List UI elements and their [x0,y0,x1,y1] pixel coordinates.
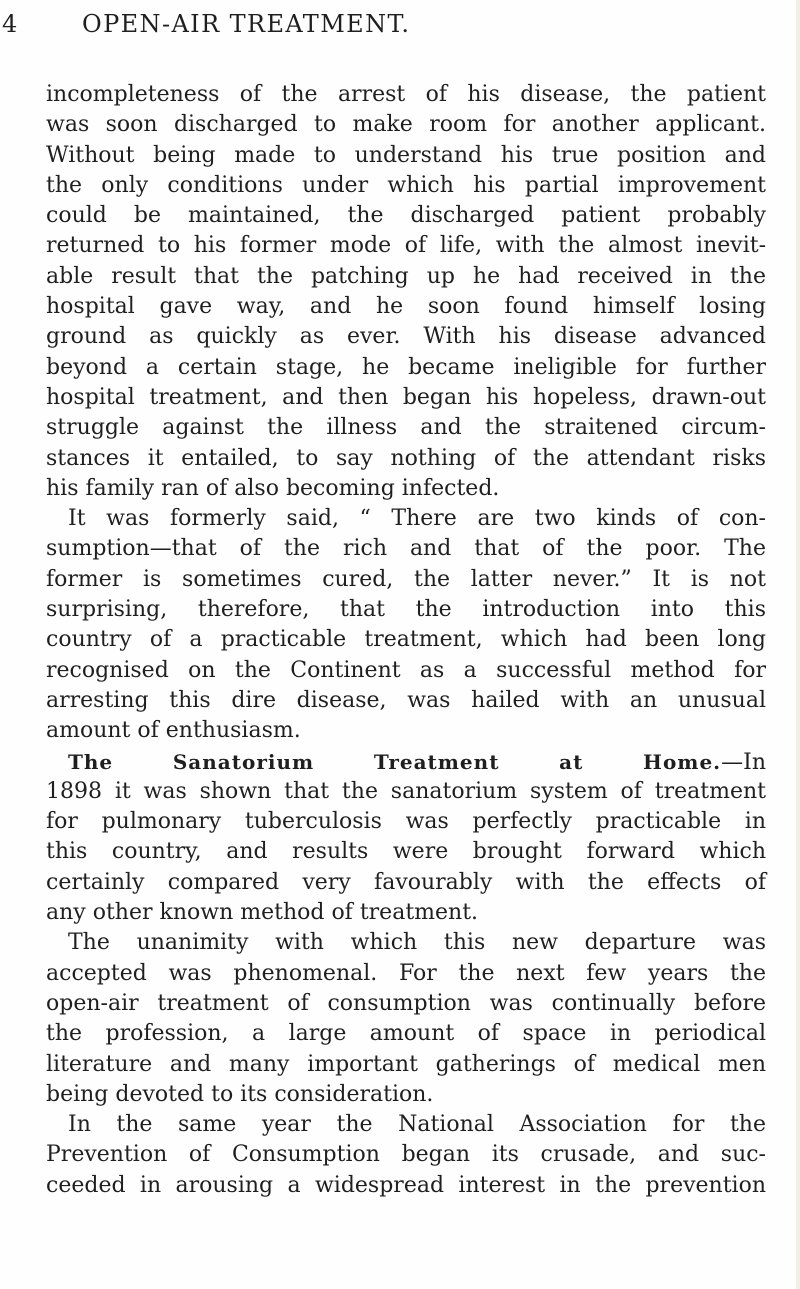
section-heading-line [46,747,766,777]
text-line: 1898 it was shown that the sanatorium system of treatment [46,778,766,804]
text-line: the profession, a large amount of space in periodical [46,1021,766,1047]
text-line: arresting this dire disease, was hailed with an unusual [46,687,766,713]
text-line: ground as quickly as ever. With his disease advanced [46,324,766,350]
text-line: ceeded in arousing a widespread interest in the prevention [46,1172,766,1198]
text-line: able result that the patching up he had received in the [46,263,766,289]
text-line: stances it entailed, to say nothing of the attendant risks [46,445,766,471]
text-line: being devoted to its consideration. [46,1081,434,1107]
text-line: this country, and results were brought forward which [46,839,766,865]
text-line: sumption—that of the rich and that of the poor. The [46,536,766,562]
section-heading-tail: —In [721,749,766,775]
text-line: hospital gave way, and he soon found himself losing [46,294,766,320]
text-line: was soon discharged to make room for another applicant. [46,112,766,138]
text-line: In the same year the National Association for the [68,1112,766,1138]
text-line: struggle against the illness and the straitened circum- [46,415,766,441]
text-line: beyond a certain stage, he became ineligible for further [46,354,766,380]
text-line: country of a practicable treatment, which had been long [46,627,766,653]
text-line: for pulmonary tuberculosis was perfectly practicable in [46,809,766,835]
text-line: Prevention of Consumption began its crusade, and suc- [46,1142,766,1168]
text-line: It was formerly said, “ There are two kinds of con- [68,506,766,532]
running-head: OPEN-AIR TREATMENT. [82,10,411,38]
text-line: former is sometimes cured, the latter never.” It is not [46,566,766,592]
text-line: his family ran of also becoming infected. [46,475,500,501]
text-line: The unanimity with which this new departure was [68,930,766,956]
text-line: certainly compared very favourably with the effects of [46,869,766,895]
section-heading: The Sanatorium Treatment at Home. [68,749,722,774]
text-line: any other known method of treatment. [46,900,479,926]
text-line: could be maintained, the discharged patient probably [46,203,766,229]
page-number: 4 [2,10,18,38]
text-line: recognised on the Continent as a successful method for [46,657,766,683]
page-header [0,4,800,44]
text-line: accepted was phenomenal. For the next few years the [46,960,766,986]
text-line: returned to his former mode of life, with the almost inevit- [46,233,766,259]
body-text [46,80,766,1201]
text-line: Without being made to understand his true position and [46,142,766,168]
text-line: open-air treatment of consumption was continually before [46,990,766,1016]
text-line: surprising, therefore, that the introduction into this [46,597,766,623]
text-line: amount of enthusiasm. [46,718,301,744]
text-line: literature and many important gatherings of medical men [46,1051,766,1077]
page-edge [796,0,800,1289]
text-line: hospital treatment, and then began his hopeless, drawn-out [46,384,766,410]
text-line: incompleteness of the arrest of his disease, the patient [46,82,766,107]
text-line: the only conditions under which his partial improvement [46,172,766,198]
